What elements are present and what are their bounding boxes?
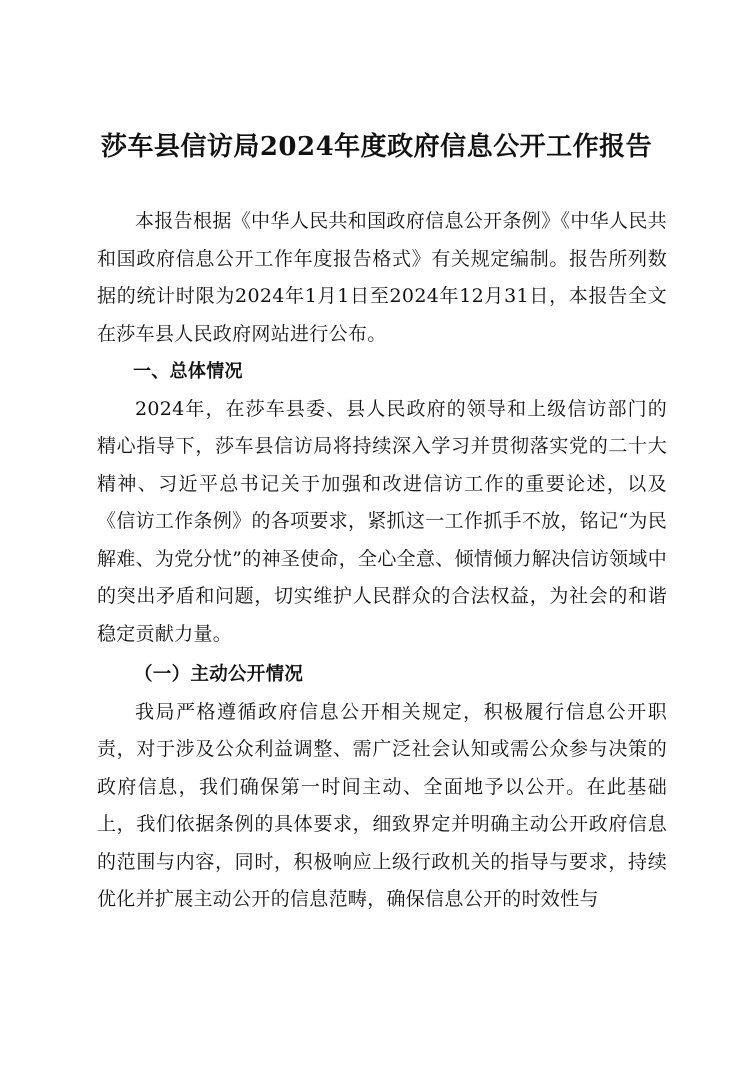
intro-paragraph: 本报告根据《中华人民共和国政府信息公开条例》《中华人民共和国政府信息公开工作年度报告格式》有关规定编制。报告所列数据的统计时限为2024年1月1日至2024年12月31日，本报告全文在莎车县人民政府网站进行公布。 — [97, 210, 667, 345]
document-title: 莎车县信访局2024年度政府信息公开工作报告 — [100, 132, 653, 162]
section-heading-overview: 一、总体情况 — [133, 361, 243, 382]
proactive-disclosure-paragraph: 我局严格遵循政府信息公开相关规定，积极履行信息公开职责，对于涉及公众利益调整、需广泛社会认知或需公众参与决策的政府信息，我们确保第一时间主动、全面地予以公开。在此基础上，我们依据条例的具体要求，细致界定并明确主动公开政府信息的范围与内容，同时，积极响应上级行政机关的指导与要求，持续优化并扩展主动公开的信息范畴，确保信息公开的时效性与 — [97, 700, 667, 910]
subsection-heading-proactive-disclosure: （一）主动公开情况 — [134, 664, 304, 685]
document-body — [97, 203, 667, 919]
overview-paragraph: 2024年，在莎车县委、县人民政府的领导和上级信访部门的精心指导下，莎车县信访局将持续深入学习并贯彻落实党的二十大精神、习近平总书记关于加强和改进信访工作的重要论述，以及《信访工作条例》的各项要求，紧抓这一工作抓手不放，铭记“为民解难、为党分忧”的神圣使命，全心全意、倾情倾力解决信访领域中的突出矛盾和问题，切实维护人民群众的合法权益，为社会的和谐稳定贡献力量。 — [97, 397, 667, 645]
